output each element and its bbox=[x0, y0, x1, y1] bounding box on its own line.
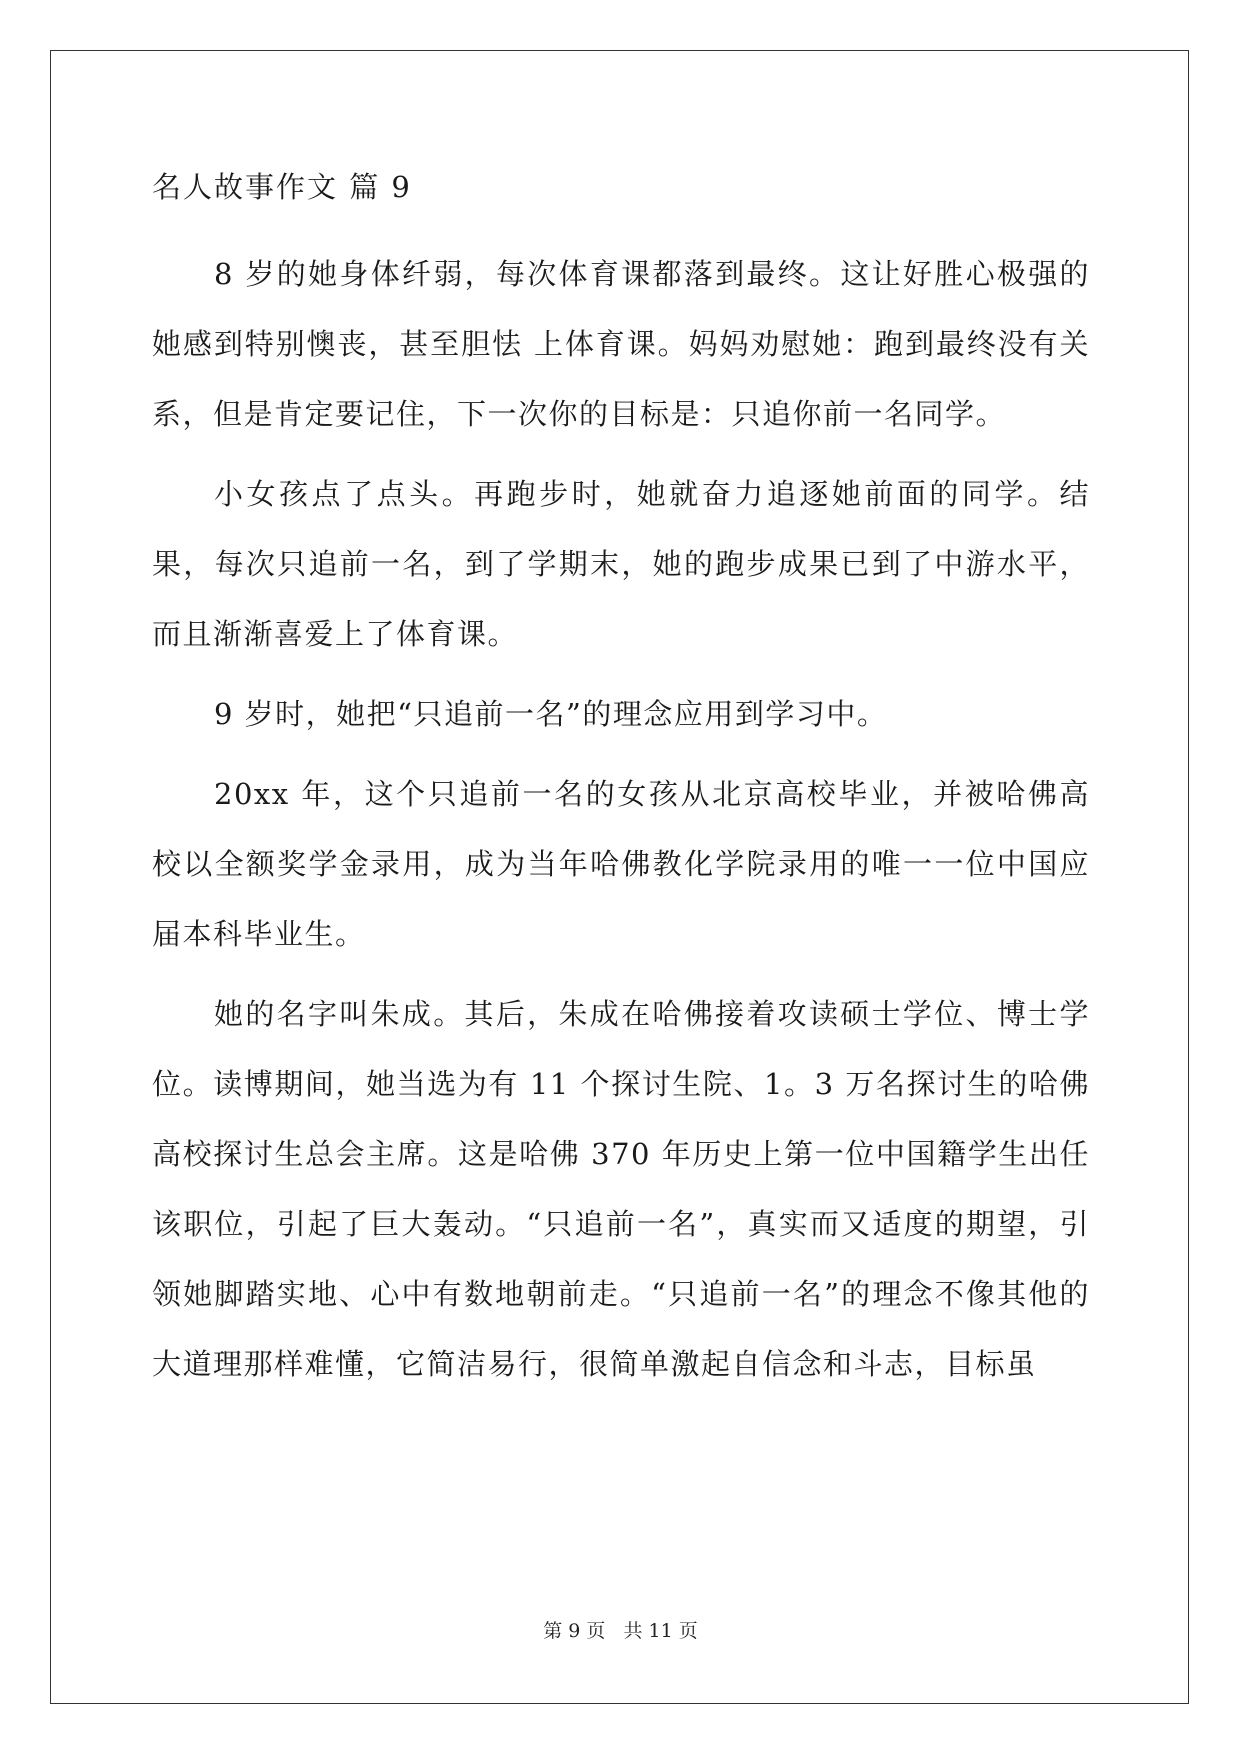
paragraph: 小女孩点了点头。再跑步时，她就奋力追逐她前面的同学。结果，每次只追前一名，到了学期末，她的跑步成果已到了中游水平，而且渐渐喜爱上了体育课。 bbox=[152, 477, 1090, 651]
paragraph: 她的名字叫朱成。其后，朱成在哈佛接着攻读硕士学位、博士学位。读博期间，她当选为有 11 个探讨生院、1。3 万名探讨生的哈佛高校探讨生总会主席。这是哈佛 370 年历史上第一位中国籍学生出任该职位，引起了巨大轰动。“只追前一名”，真实而又适度的期望，引领她脚踏实地、心中有数地朝前走。“只追前一名”的理念不像其他的大道理那样难懂，它简洁易行，很简单激起自信念和斗志，目标虽 bbox=[152, 997, 1090, 1381]
document-body bbox=[152, 169, 1090, 1409]
page-number-footer: 第 9 页 共 11 页 bbox=[543, 1620, 698, 1642]
paragraph: 9 岁时，她把“只追前一名”的理念应用到学习中。 bbox=[214, 697, 888, 731]
paragraph: 20xx 年，这个只追前一名的女孩从北京高校毕业，并被哈佛高校以全额奖学金录用，成为当年哈佛教化学院录用的唯一一位中国应届本科毕业生。 bbox=[152, 777, 1090, 951]
document-title: 名人故事作文 篇 9 bbox=[152, 170, 412, 204]
paragraph: 8 岁的她身体纤弱，每次体育课都落到最终。这让好胜心极强的她感到特别懊丧，甚至胆怯 上体育课。妈妈劝慰她：跑到最终没有关系，但是肯定要记住，下一次你的目标是：只追你前一名同学。 bbox=[152, 257, 1090, 431]
